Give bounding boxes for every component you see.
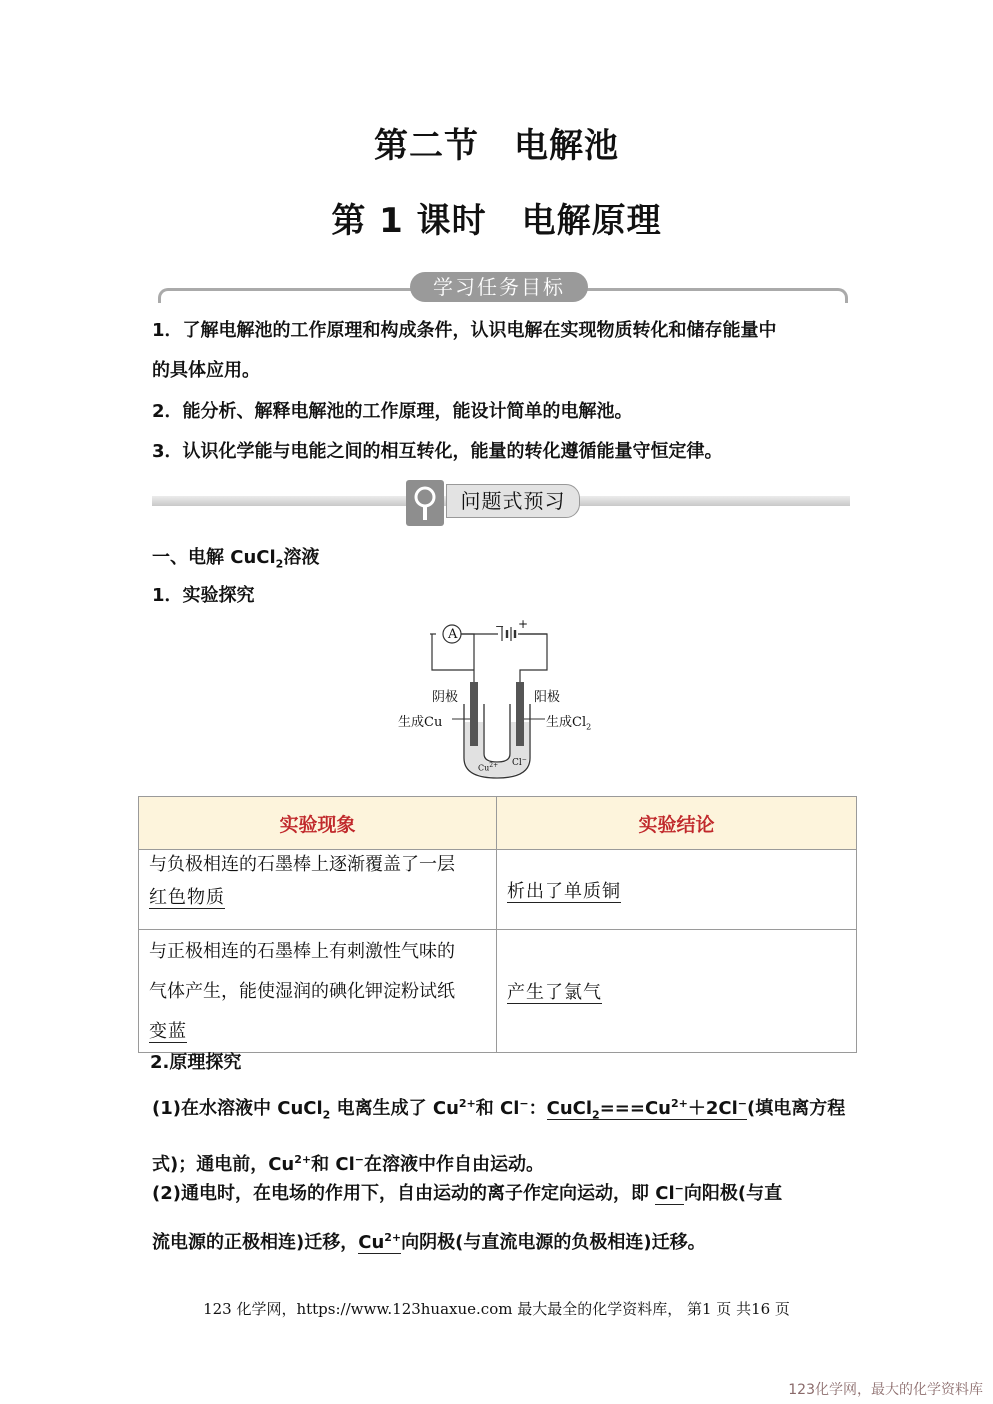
- ammeter-label: A: [448, 627, 458, 642]
- cathode-label: 阴极: [432, 690, 459, 705]
- phenomenon-cell: 与负极相连的石墨棒上逐渐覆盖了一层 红色物质: [139, 850, 497, 930]
- phenomenon-cell: 与正极相连的石墨棒上有刺激性气味的 气体产生，能使湿润的碘化钾淀粉试纸 变蓝: [139, 930, 497, 1053]
- magnifier-icon: [406, 480, 444, 526]
- answer-blank: $Cu^{2+}$: [358, 1231, 402, 1253]
- goal-item: 1．了解电解池的工作原理和构成条件，认识电解在实现物质转化和储存能量中: [152, 320, 777, 341]
- table-row: [139, 930, 857, 1053]
- part1-heading: 一、电解 CuCl$_2$溶液: [152, 547, 320, 571]
- ion-label-cu: $Cu^{2+}$: [478, 762, 499, 773]
- header-phenomenon: 实验现象: [139, 797, 497, 850]
- ion-label-cl: Cl−: [512, 756, 527, 768]
- conclusion-cell: [497, 850, 857, 930]
- cathode-product-label: 生成Cu: [398, 715, 443, 730]
- goal-item: 的具体应用。: [152, 360, 260, 381]
- experiment-table: [138, 796, 857, 1053]
- principle-paragraph-2: (2)通电时，在电场的作用下，自由运动的离子作定向运动，即 Cl−向阳极(与直 流电源的正极相连)迁移，$Cu^{2+}$向阴极(与直流电源的负极相连)迁移。: [152, 1182, 783, 1253]
- answer-blank: Cl−: [655, 1182, 684, 1204]
- battery-plus: +: [518, 617, 529, 631]
- page-footer: 123 化学网，https://www.123huaxue.com 最大最全的化学资料库， 第1 页 共16 页: [203, 1300, 790, 1318]
- goal-item: 3．认识化学能与电能之间的相互转化，能量的转化遵循能量守恒定律。: [152, 441, 723, 462]
- anode-product-label: 生成$Cl_2$: [546, 715, 592, 732]
- part1-subheading: 1．实验探究: [152, 585, 255, 606]
- principle-paragraph-1: (1)在水溶液中 CuCl$_2$ 电离生成了 $Cu^{2+}$和 Cl−：$CuCl_2===Cu^{2+}+2Cl^-$(填电离方程 式)；通电前，$Cu^{2+}$和 Cl−在溶液中作自由运动。: [152, 1097, 846, 1175]
- preview-banner: 问题式预习: [446, 484, 580, 518]
- header-conclusion: 实验结论: [497, 797, 857, 850]
- conclusion-cell: [497, 930, 857, 1053]
- table-row: [139, 850, 857, 930]
- part2-title: 2.原理探究: [150, 1052, 242, 1073]
- table-header-row: [139, 797, 857, 850]
- answer-blank: 变蓝: [149, 1021, 187, 1042]
- section-title: 第二节 电解池: [374, 126, 619, 166]
- battery-minus: −: [495, 620, 505, 633]
- lesson-title: 第 1 课时 电解原理: [331, 201, 662, 241]
- goal-item: 2．能分析、解释电解池的工作原理，能设计简单的电解池。: [152, 401, 633, 422]
- electrolysis-diagram: [390, 618, 610, 788]
- answer-blank: 析出了单质铜: [507, 880, 621, 902]
- answer-blank: 产生了氯气: [507, 982, 602, 1003]
- answer-blank: $CuCl_2===Cu^{2+}+2Cl^-$: [546, 1097, 747, 1122]
- watermark: 123化学网，最大的化学资料库: [788, 1382, 983, 1398]
- anode-label: 阳极: [534, 690, 561, 705]
- answer-blank: 红色物质: [149, 887, 225, 908]
- goals-banner: 学习任务目标: [410, 272, 588, 302]
